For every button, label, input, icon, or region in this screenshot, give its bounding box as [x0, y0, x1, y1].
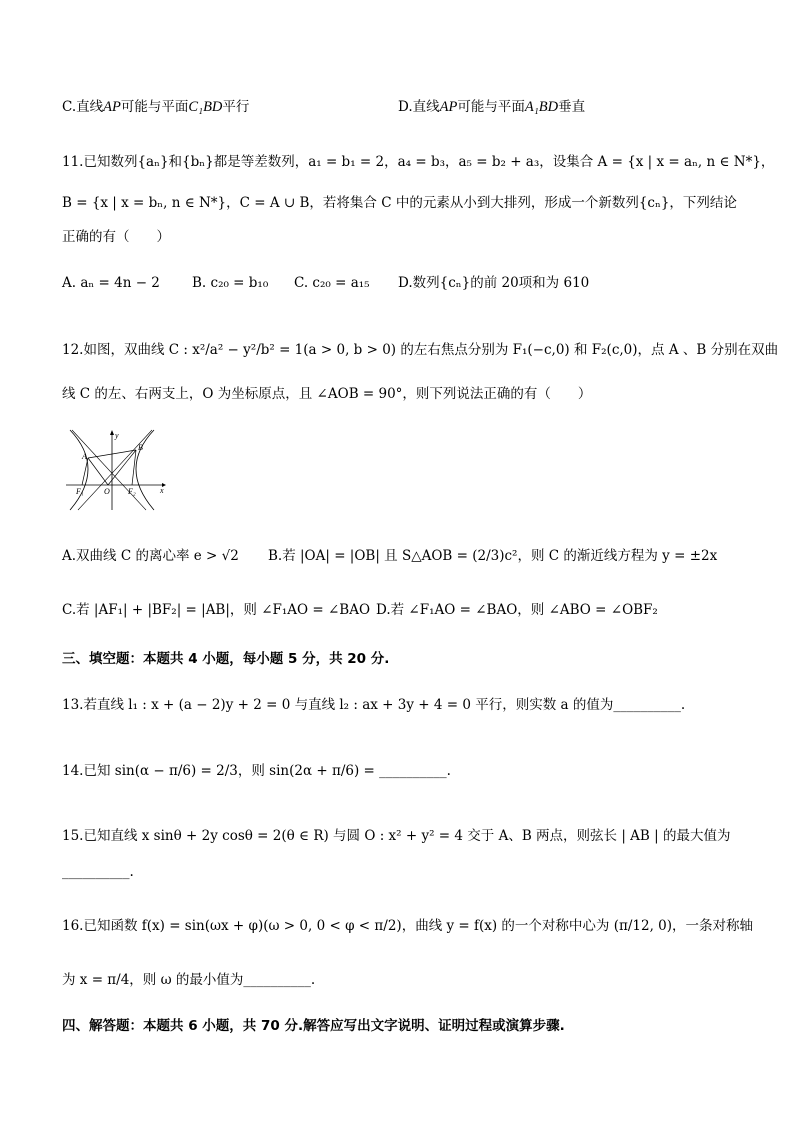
q11-stem-line3: 正确的有（ ） — [62, 229, 170, 245]
label-y: y — [115, 431, 119, 440]
section-4-heading: 四、解答题：本题共 6 小题，共 70 分.解答应写出文字说明、证明过程或演算步骤. — [62, 1018, 565, 1034]
label-A: A — [82, 452, 87, 461]
right-branch — [136, 430, 154, 510]
segment-AO — [88, 458, 108, 485]
section-3-heading: 三、填空题：本题共 4 小题，每小题 5 分，共 20 分. — [62, 651, 390, 667]
q16-line1: 16.已知函数 f(x) = sin(ωx + φ)(ω > 0, 0 < φ < π/2)，曲线 y = f(x) 的一个对称中心为 (π/12, 0)，一条对称轴 — [62, 918, 754, 934]
q10-option-d: D.直线AP可能与平面A₁BD垂直 — [398, 99, 586, 115]
label-F2: F₂ — [128, 487, 136, 496]
q15-line1: 15.已知直线 x sinθ + 2y cosθ = 2(θ ∈ R) 与圆 O : x² + y² = 4 交于 A、B 两点，则弦长 | AB | 的最大值为 — [62, 828, 731, 844]
q16-line2: 为 x = π/4，则 ω 的最小值为__________. — [62, 972, 316, 988]
q11-option-b: B. c₂₀ = b₁₀ — [192, 275, 269, 291]
q12-stem-line1: 12.如图，双曲线 C : x²/a² − y²/b² = 1(a > 0, b > 0) 的左右焦点分别为 F₁(−c,0) 和 F₂(c,0)，点 A 、B 分别在双曲 — [62, 342, 779, 358]
q11-option-c: C. c₂₀ = a₁₅ — [294, 275, 370, 291]
q14: 14.已知 sin(α − π/6) = 2/3，则 sin(2α + π/6) = __________. — [62, 763, 451, 779]
hyperbola-figure — [64, 428, 170, 512]
q12-option-b: B.若 |OA| = |OB| 且 S△AOB = (2/3)c²，则 C 的渐近线方程为 y = ±2x — [268, 548, 718, 564]
segment-F1A — [82, 458, 88, 485]
q11-stem-line1: 11.已知数列{aₙ}和{bₙ}都是等差数列，a₁ = b₁ = 2，a₄ = b₃，a₅ = b₂ + a₃，设集合 A = {x | x = aₙ, n ∈ N*}， — [62, 154, 775, 170]
q11-option-d: D.数列{cₙ}的前 20项和为 610 — [398, 275, 590, 291]
q12-option-a: A.双曲线 C 的离心率 e > √2 — [62, 548, 239, 564]
q11-stem-line2: B = {x | x = bₙ, n ∈ N*}，C = A ∪ B，若将集合 C 中的元素从小到大排列，形成一个新数列{cₙ}，下列结论 — [62, 195, 737, 211]
label-B: B — [138, 443, 143, 452]
label-x: x — [160, 486, 164, 495]
q13: 13.若直线 l₁ : x + (a − 2)y + 2 = 0 与直线 l₂ : ax + 3y + 4 = 0 平行，则实数 a 的值为__________. — [62, 697, 686, 713]
q10-option-c: C.直线AP可能与平面C₁BD平行 — [62, 99, 250, 115]
asymptote-1 — [72, 430, 146, 510]
label-F1: F₁ — [76, 487, 84, 496]
q11-option-a: A. aₙ = 4n − 2 — [62, 275, 160, 291]
asymptote-2 — [78, 430, 152, 510]
q12-option-d: D.若 ∠F₁AO = ∠BAO，则 ∠ABO = ∠OBF₂ — [376, 602, 658, 618]
label-O: O — [104, 487, 110, 496]
y-axis-arrow — [110, 430, 114, 435]
segment-BF2 — [132, 450, 136, 485]
q12-stem-line2: 线 C 的左、右两支上，O 为坐标原点，且 ∠AOB = 90°，则下列说法正确的有（ ） — [62, 386, 592, 402]
q12-option-c: C.若 |AF₁| + |BF₂| = |AB|，则 ∠F₁AO = ∠BAO — [62, 602, 371, 618]
q15-line2: __________. — [62, 864, 134, 880]
